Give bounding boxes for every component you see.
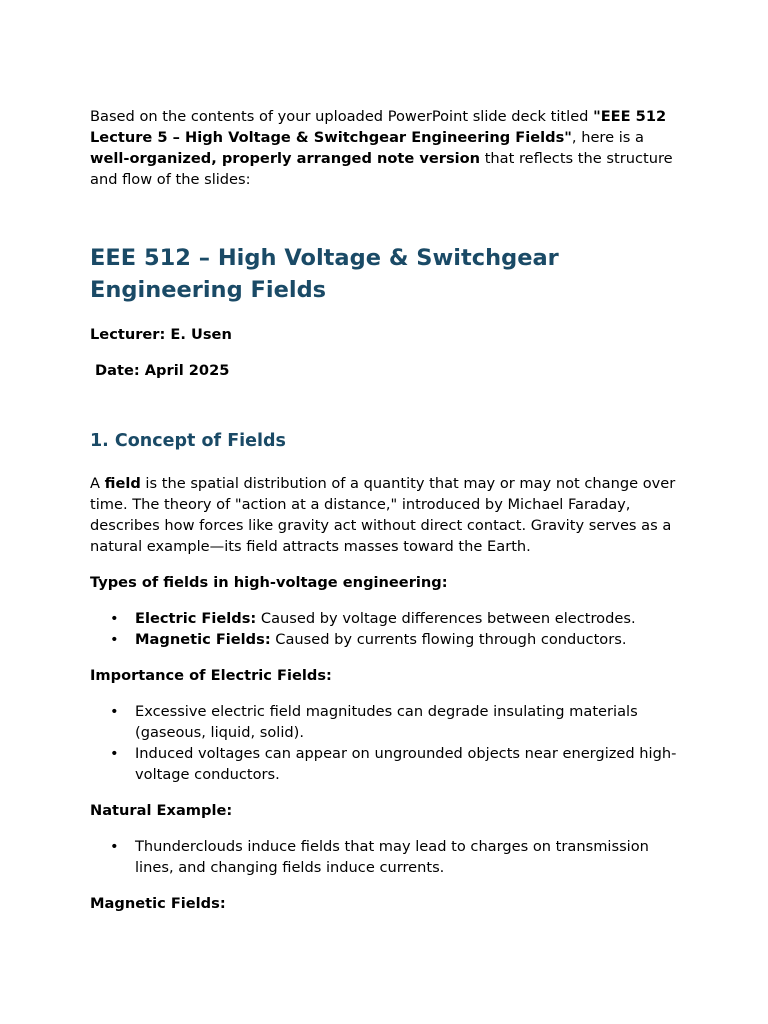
types-label: Types of fields in high-voltage engineering: [90, 574, 448, 591]
date-line: Date: April 2025 [95, 362, 230, 379]
intro-text: Based on the contents of your uploaded PowerPoint slide deck titled [90, 108, 594, 125]
importance-list [90, 701, 680, 785]
deck-title: "EEE 512 Lecture 5 – High Voltage & Switchgear Engineering Fields" [90, 108, 667, 146]
item-text: Caused by currents flowing through conductors. [270, 631, 627, 648]
lecturer-line: Lecturer: E. Usen [90, 326, 232, 343]
intro-text: that reflects the structure and flow of the slides: [90, 150, 673, 188]
paragraph-text: A [90, 475, 105, 492]
list-item [90, 629, 680, 650]
intro-emphasis: well-organized, properly arranged note version [90, 150, 481, 167]
section-heading: 1. Concept of Fields [90, 431, 286, 451]
list-item: • Thunderclouds induce fields that may lead to charges on transmission lines, and changing fields induce currents. [90, 836, 680, 878]
field-definition-paragraph [90, 473, 680, 557]
intro-paragraph [90, 106, 680, 190]
document-body [90, 106, 680, 929]
paragraph-text: is the spatial distribution of a quantity that may or may not change over time. The theory of "action at a distance," introduced by Michael Faraday, describes how forces like gravity act without direct contact. Gravity serves as a natural example—its field attracts masses toward the Earth. [90, 475, 676, 555]
natural-example-label: Natural Example: [90, 802, 233, 819]
importance-label: Importance of Electric Fields: [90, 667, 332, 684]
list-item: • Induced voltages can appear on ungrounded objects near energized high-voltage conductors. [90, 743, 680, 785]
types-list [90, 608, 680, 650]
item-text: Caused by voltage differences between electrodes. [256, 610, 636, 627]
item-term: Magnetic Fields: [135, 631, 271, 648]
item-term: Electric Fields: [135, 610, 257, 627]
list-item [90, 608, 680, 629]
list-item: • Excessive electric field magnitudes can degrade insulating materials (gaseous, liquid, solid). [90, 701, 680, 743]
field-term: field [104, 475, 141, 492]
magnetic-fields-label: Magnetic Fields: [90, 895, 226, 912]
document-title: EEE 512 – High Voltage & Switchgear Engineering Fields [90, 245, 559, 303]
natural-example-list [90, 836, 680, 878]
intro-text: , here is a [571, 129, 644, 146]
